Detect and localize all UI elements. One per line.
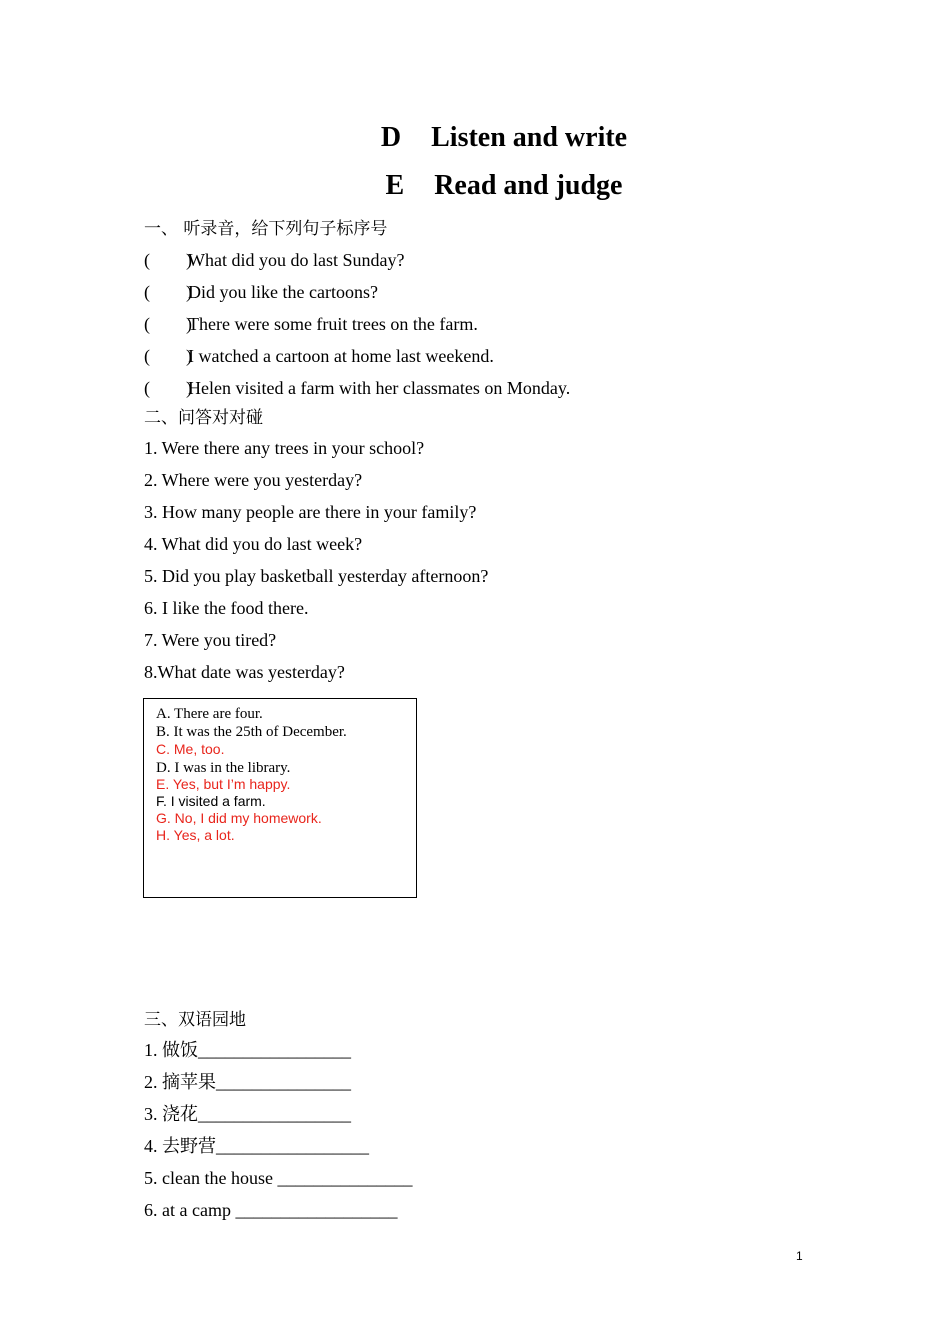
question-item: 5. Did you play basketball yesterday afternoon? xyxy=(144,566,489,586)
listening-item xyxy=(144,313,478,335)
bilingual-item: 2. 摘苹果_______________ xyxy=(144,1072,351,1092)
listening-item xyxy=(144,249,404,271)
question-item: 3. How many people are there in your family? xyxy=(144,502,477,522)
section2-heading: 二、问答对对碰 xyxy=(144,408,263,428)
answer-option-highlighted: E. Yes, but I’m happy. xyxy=(156,776,291,792)
answer-options-box xyxy=(143,698,417,898)
listening-item-text: There were some fruit trees on the farm. xyxy=(188,314,478,334)
answer-blank: ( ) xyxy=(144,250,192,270)
listening-item-text: I watched a cartoon at home last weekend. xyxy=(188,346,494,366)
answer-blank: ( ) xyxy=(144,346,192,366)
page-number: 1 xyxy=(796,1249,803,1263)
answer-option: A. There are four. xyxy=(156,706,263,722)
answer-option-highlighted: C. Me, too. xyxy=(156,741,225,757)
section3-heading: 三、双语园地 xyxy=(144,1010,246,1030)
answer-blank: ( ) xyxy=(144,378,192,398)
title-d xyxy=(0,122,950,154)
bilingual-item: 3. 浇花_________________ xyxy=(144,1104,351,1124)
title-d-letter: D xyxy=(380,122,402,153)
title-d-text: Listen and write xyxy=(431,122,628,153)
answer-option-highlighted: G. No, I did my homework. xyxy=(156,810,322,826)
answer-option-highlighted: H. Yes, a lot. xyxy=(156,827,235,843)
title-e xyxy=(0,170,950,202)
question-item: 6. I like the food there. xyxy=(144,598,309,618)
listening-item-text: What did you do last Sunday? xyxy=(188,250,405,270)
listening-item xyxy=(144,281,378,303)
question-item: 1. Were there any trees in your school? xyxy=(144,438,425,458)
listening-item-text: Helen visited a farm with her classmates on Monday. xyxy=(188,378,571,398)
question-item: 8.What date was yesterday? xyxy=(144,662,345,682)
question-item: 2. Where were you yesterday? xyxy=(144,470,363,490)
listening-item xyxy=(144,345,494,367)
bilingual-item: 4. 去野营_________________ xyxy=(144,1136,369,1156)
answer-blank: ( ) xyxy=(144,314,192,334)
title-e-letter: E xyxy=(385,170,405,201)
answer-option: B. It was the 25th of December. xyxy=(156,724,347,740)
title-e-text: Read and judge xyxy=(434,170,623,201)
bilingual-item: 6. at a camp __________________ xyxy=(144,1200,398,1220)
bilingual-item: 5. clean the house _______________ xyxy=(144,1168,413,1188)
listening-item xyxy=(144,377,570,399)
question-item: 7. Were you tired? xyxy=(144,630,277,650)
bilingual-item: 1. 做饭_________________ xyxy=(144,1040,351,1060)
answer-option: D. I was in the library. xyxy=(156,760,291,776)
answer-blank: ( ) xyxy=(144,282,192,302)
listening-item-text: Did you like the cartoons? xyxy=(188,282,378,302)
section1-heading: 一、 听录音，给下列句子标序号 xyxy=(144,219,388,239)
answer-option: F. I visited a farm. xyxy=(156,793,266,809)
question-item: 4. What did you do last week? xyxy=(144,534,363,554)
